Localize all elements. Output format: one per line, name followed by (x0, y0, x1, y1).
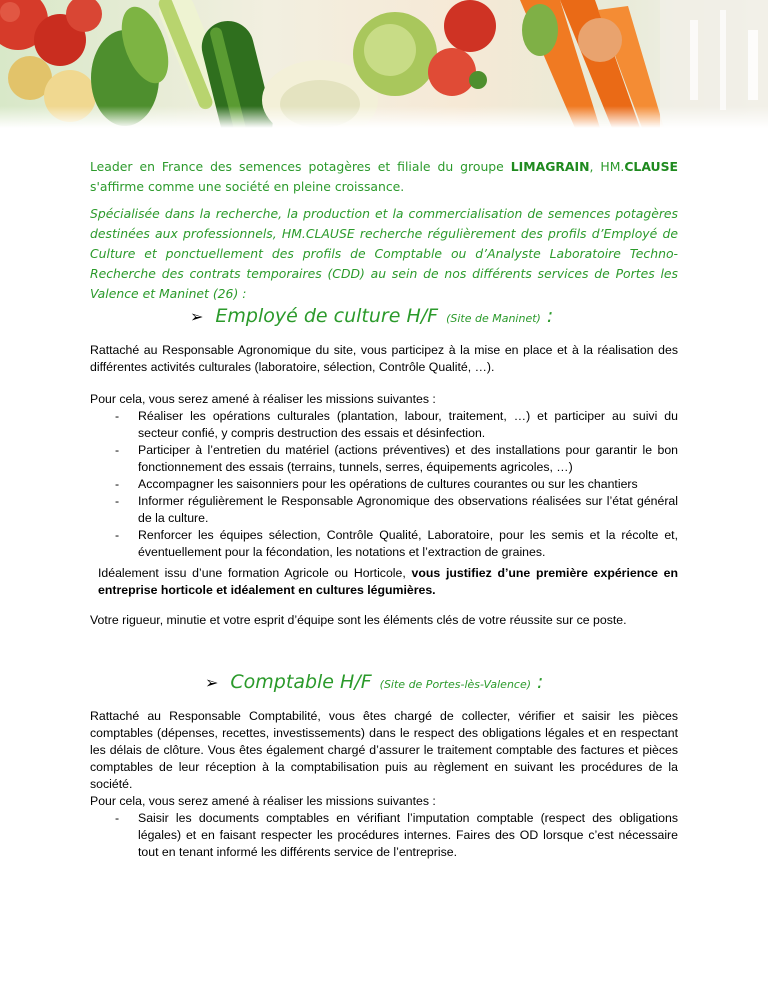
mission-text: Informer régulièrement le Responsable Agronomique des observations réalisées sur l’état général de la culture. (138, 494, 678, 525)
job2-colon: : (537, 671, 544, 693)
list-item (90, 810, 678, 861)
job2-heading (205, 671, 543, 693)
job1-closing: Votre rigueur, minutie et votre esprit d’équipe sont les éléments clés de votre réussite sur ce poste. (90, 613, 627, 627)
job1-description (90, 342, 678, 376)
list-item (90, 493, 678, 527)
dash-bullet-icon: - (115, 443, 120, 457)
mission-text: Saisir les documents comptables en vérifiant l’imputation comptable (respect des obligations légales) et en faisant respecter les procédures internes. Faires des OD lorsque c’est nécessaire tout en tenant informé les différents service de l’entreprise. (138, 811, 678, 859)
banner-fade (0, 106, 768, 128)
job1-heading (190, 305, 553, 327)
job1-title: Employé de culture H/F (215, 305, 439, 327)
job2-missions-intro: Pour cela, vous serez amené à réaliser les missions suivantes : (90, 794, 436, 808)
job2-title: Comptable H/F (230, 671, 372, 693)
dash-bullet-icon: - (115, 528, 120, 542)
intro-text: , HM. (589, 159, 625, 174)
arrow-bullet-icon: ➢ (190, 307, 204, 326)
job2-missions-list (90, 810, 678, 861)
dash-bullet-icon: - (115, 409, 120, 423)
profile-bold-text: vous justifiez d’une première expérience en entreprise horticole et idéalement en cultures légumières. (98, 566, 678, 597)
mission-text: Réaliser les opérations culturales (plantation, labour, traitement, …) et participer au suivi du secteur confié, y compris destruction des essais et désinfection. (138, 409, 678, 440)
brand-clause: CLAUSE (624, 159, 678, 174)
arrow-bullet-icon: ➢ (205, 673, 219, 692)
intro-paragraph (90, 157, 678, 197)
job2-site: (Site de Portes-lès-Valence) (379, 678, 532, 691)
job2-description (90, 708, 678, 861)
intro-text: s'affirme comme une société en pleine croissance. (90, 179, 405, 194)
vegetables-banner (0, 0, 768, 128)
list-item (90, 408, 678, 442)
list-item (90, 527, 678, 561)
mission-text: Accompagner les saisonniers pour les opérations de cultures courantes ou sur les chantiers (138, 477, 638, 491)
dash-bullet-icon: - (115, 494, 120, 508)
list-item (90, 442, 678, 476)
dash-bullet-icon: - (115, 477, 120, 491)
mission-text: Renforcer les équipes sélection, Contrôle Qualité, Laboratoire, pour les semis et la récolte et, éventuellement pour la fécondation, les notations et l’extraction de graines. (138, 528, 678, 559)
intro-italic-paragraph: Spécialisée dans la recherche, la production et la commercialisation de semences potagères destinées aux professionnels, HM.CLAUSE recherche régulièrement des profils d’Employé de Culture et ponctuellement des profils de Comptable ou d’Analyste Laboratoire Techno-Recherche des contrats temporaires (CDD) au sein de nos différents services de Portes les Valence et Maninet (26) : (90, 206, 678, 301)
job1-profile (98, 565, 678, 599)
list-item (90, 476, 678, 493)
job1-missions-intro: Pour cela, vous serez amené à réaliser les missions suivantes : (90, 392, 436, 406)
job1-intro-text: Rattaché au Responsable Agronomique du site, vous participez à la mise en place et à la réalisation des différentes activités culturales (laboratoire, sélection, Contrôle Qualité, …). (90, 343, 678, 374)
dash-bullet-icon: - (115, 811, 120, 825)
profile-text: Idéalement issu d’une formation Agricole ou Horticole, (98, 566, 412, 580)
intro-text: Leader en France des semences potagères et filiale du groupe (90, 159, 511, 174)
job2-intro-text: Rattaché au Responsable Comptabilité, vous êtes chargé de collecter, vérifier et saisir les pièces comptables (dépenses, recettes, investissements) dans le respect des obligations légales et en respectant les délais de clôture. Vous êtes également chargé d’assurer le traitement comptable des factures et pièces comptables de leur réception à la comptabilisation puis au règlement en suivant les procédures de la société. (90, 709, 678, 791)
mission-text: Participer à l’entretien du matériel (actions préventives) et des installations pour garantir le bon fonctionnement des essais (terrains, tunnels, serres, équipements agricoles, …) (138, 443, 678, 474)
job1-colon: : (546, 305, 554, 327)
job1-site: (Site de Maninet) (446, 312, 541, 325)
job1-missions-list (90, 408, 678, 561)
job1-missions-block (90, 391, 678, 561)
brand-limagrain: LIMAGRAIN (510, 159, 590, 174)
